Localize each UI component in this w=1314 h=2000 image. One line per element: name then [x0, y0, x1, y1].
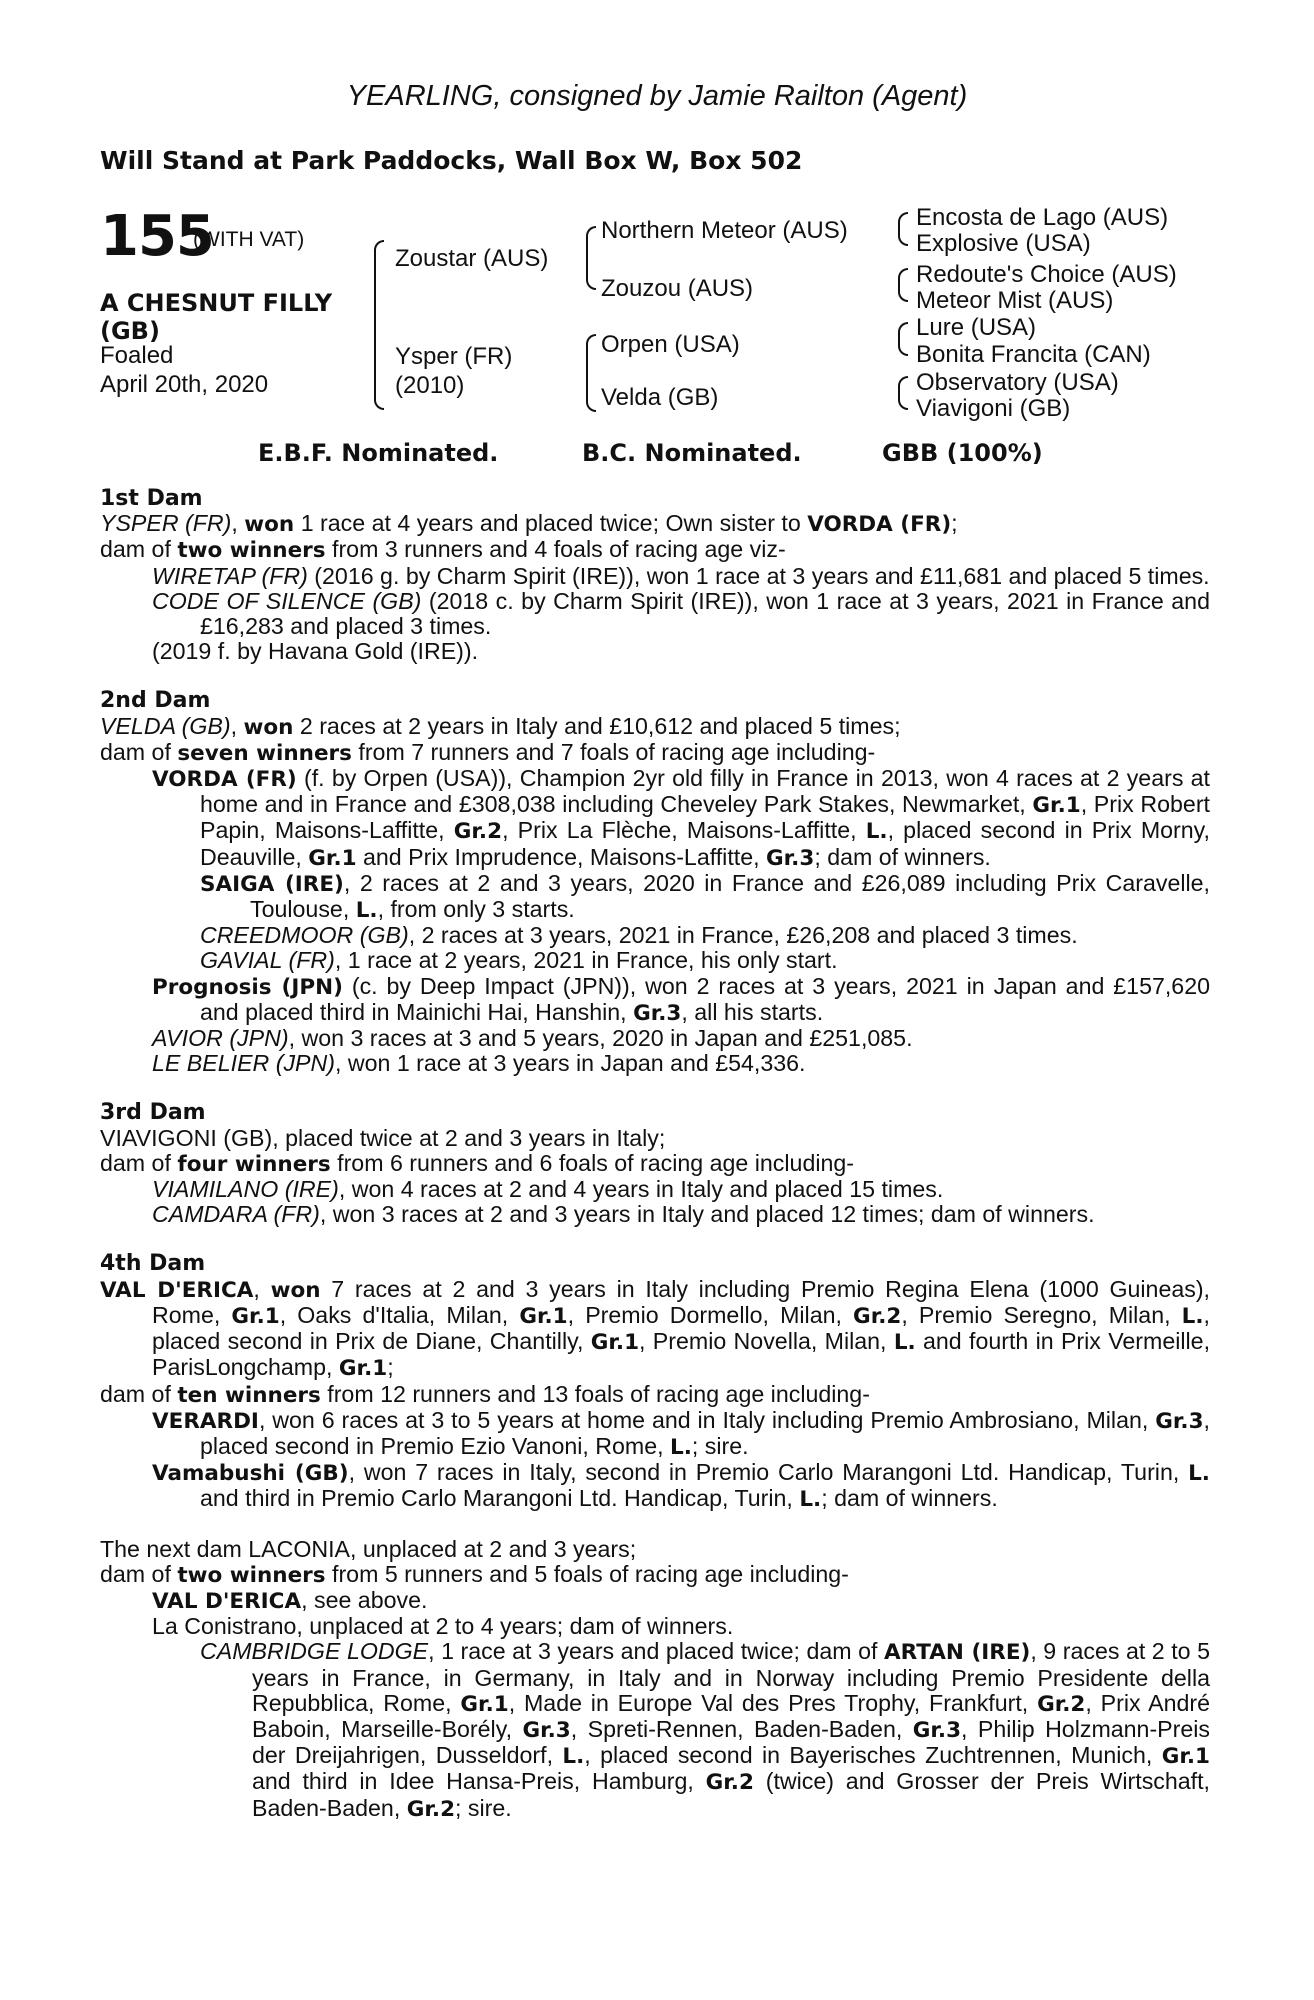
- progeny-entry: VIAMILANO (IRE), won 4 races at 2 and 4 years in Italy and placed 15 times.: [152, 1176, 944, 1203]
- vat-note: (WITH VAT): [193, 228, 305, 251]
- bc-nomination: B.C. Nominated.: [582, 439, 802, 467]
- page-title: YEARLING, consigned by Jamie Railton (Agent): [346, 80, 968, 112]
- gbb-rating: GBB (100%): [882, 439, 1043, 467]
- dam-record: The next dam LACONIA, unplaced at 2 and 3 years;: [100, 1535, 637, 1562]
- section-heading: 2nd Dam: [100, 688, 211, 714]
- progeny-entry: LE BELIER (JPN), won 1 race at 3 years in Japan and £54,336.: [152, 1050, 806, 1077]
- pedigree-brace: [898, 322, 908, 356]
- dam-produce: dam of two winners from 5 runners and 5 foals of racing age including-: [100, 1560, 849, 1588]
- pedigree-brace: [898, 212, 908, 246]
- horse-line-1: A CHESNUT FILLY: [100, 289, 333, 317]
- progeny-entry: Vamabushi (GB), won 7 races in Italy, second in Premio Carlo Marangoni Ltd. Handicap, Turin, L. and third in Premio Carlo Marangoni Ltd. Handicap, Turin, L.; dam of winners.: [152, 1459, 1210, 1513]
- section-heading: 3rd Dam: [100, 1100, 206, 1126]
- progeny-entry: Prognosis (JPN) (c. by Deep Impact (JPN)), won 2 races at 3 years, 2021 in Japan and £157,620 and placed third in Mainichi Hai, Hanshin, Gr.3, all his starts.: [152, 972, 1210, 1026]
- progeny-entry: CREEDMOOR (GB), 2 races at 3 years, 2021 in France, £26,208 and placed 3 times.: [200, 922, 1078, 949]
- pedigree-brace: [898, 376, 908, 410]
- progeny-entry: La Conistrano, unplaced at 2 to 4 years; dam of winners.: [152, 1613, 734, 1640]
- progeny-entry: GAVIAL (FR), 1 race at 2 years, 2021 in France, his only start.: [200, 947, 838, 974]
- dam-produce: dam of ten winners from 12 runners and 13 foals of racing age including-: [100, 1380, 870, 1408]
- progeny-entry: WIRETAP (FR) (2016 g. by Charm Spirit (IRE)), won 1 race at 3 years and £11,681 and placed 5 times.: [152, 562, 1210, 589]
- pedigree-g1: Encosta de Lago (AUS): [916, 204, 1169, 231]
- dam-produce: dam of seven winners from 7 runners and 7 foals of racing age including-: [100, 738, 876, 766]
- section-heading: 1st Dam: [100, 486, 203, 511]
- pedigree-sire-sire: Northern Meteor (AUS): [601, 217, 848, 244]
- foaled-date: April 20th, 2020: [100, 371, 269, 398]
- ebf-nomination: E.B.F. Nominated.: [258, 439, 499, 467]
- foaled-info: [100, 341, 268, 399]
- pedigree-sire: Zoustar (AUS): [395, 245, 549, 272]
- pedigree-g2: Explosive (USA): [916, 230, 1091, 257]
- pedigree-brace: [586, 226, 596, 290]
- stand-location: Will Stand at Park Paddocks, Wall Box W, Box 502: [100, 146, 803, 175]
- horse-line-2: (GB): [100, 317, 160, 345]
- dam-produce: dam of four winners from 6 runners and 6 foals of racing age including-: [100, 1149, 855, 1177]
- progeny-entry: CAMDARA (FR), won 3 races at 2 and 3 years in Italy and placed 12 times; dam of winners.: [152, 1201, 1095, 1228]
- dam-record: VIAVIGONI (GB), placed twice at 2 and 3 years in Italy;: [100, 1124, 666, 1151]
- progeny-entry: AVIOR (JPN), won 3 races at 3 and 5 years, 2020 in Japan and £251,085.: [152, 1025, 913, 1052]
- progeny-entry: SAIGA (IRE), 2 races at 2 and 3 years, 2020 in France and £26,089 including Prix Caravelle, Toulouse, L., from only 3 starts.: [200, 869, 1210, 924]
- pedigree-dam-year: (2010): [395, 372, 465, 399]
- dam-record: YSPER (FR), won 1 race at 4 years and placed twice; Own sister to VORDA (FR);: [100, 510, 958, 538]
- pedigree-brace: [898, 268, 908, 302]
- pedigree-g5: Lure (USA): [916, 314, 1037, 341]
- pedigree-g7: Observatory (USA): [916, 369, 1119, 396]
- progeny-entry: VAL D'ERICA, see above.: [152, 1586, 428, 1614]
- pedigree-brace: [586, 334, 596, 412]
- pedigree-g3: Redoute's Choice (AUS): [916, 261, 1177, 288]
- pedigree-dam-dam: Velda (GB): [601, 384, 719, 411]
- pedigree-g4: Meteor Mist (AUS): [916, 287, 1114, 314]
- dam-produce: dam of two winners from 3 runners and 4 foals of racing age viz-: [100, 536, 786, 564]
- horse-description: [100, 289, 332, 345]
- foaled-label: Foaled: [100, 342, 174, 369]
- lot-number: 155: [100, 204, 214, 269]
- pedigree-sire-dam: Zouzou (AUS): [601, 275, 754, 302]
- progeny-entry: (2019 f. by Havana Gold (IRE)).: [152, 638, 479, 665]
- pedigree-dam-sire: Orpen (USA): [601, 331, 740, 358]
- progeny-entry: VERARDI, won 6 races at 3 to 5 years at home and in Italy including Premio Ambrosiano, Milan, Gr.3, placed second in Premio Ezio Vanoni, Rome, L.; sire.: [152, 1406, 1210, 1460]
- progeny-entry: VORDA (FR) (f. by Orpen (USA)), Champion 2yr old filly in France in 2013, won 4 races at 2 years at home and in France and £308,038 including Cheveley Park Stakes, Newmarket, Gr.1, Prix Robert Papin, Maisons-Laffitte, Gr.2, Prix La Flèche, Maisons-Laffitte, L., placed second in Prix Morny, Deauville, Gr.1 and Prix Imprudence, Maisons-Laffitte, Gr.3; dam of winners.: [152, 765, 1210, 871]
- catalogue-body: [100, 486, 1210, 1822]
- dam-record: VAL D'ERICA, won 7 races at 2 and 3 years in Italy including Premio Regina Elena (1000 Guineas), Rome, Gr.1, Oaks d'Italia, Milan, Gr.1, Premio Dormello, Milan, Gr.2, Premio Seregno, Milan, L., placed second in Prix de Diane, Chantilly, Gr.1, Premio Novella, Milan, L. and fourth in Prix Vermeille, ParisLongchamp, Gr.1;: [100, 1275, 1211, 1382]
- section-heading: 4th Dam: [100, 1251, 206, 1277]
- pedigree-g6: Bonita Francita (CAN): [916, 341, 1151, 368]
- progeny-entry: CODE OF SILENCE (GB) (2018 c. by Charm Spirit (IRE)), won 1 race at 3 years, 2021 in France and £16,283 and placed 3 times.: [152, 587, 1210, 640]
- pedigree-g8: Viavigoni (GB): [916, 395, 1071, 422]
- progeny-entry: CAMBRIDGE LODGE, 1 race at 3 years and placed twice; dam of ARTAN (IRE), 9 races at 2 to 5 years in France, in Germany, in Italy and in Norway including Premio Presidente della Repubblica, Rome, Gr.1, Made in Europe Val des Pres Trophy, Frankfurt, Gr.2, Prix André Baboin, Marseille-Borély, Gr.3, Spreti-Rennen, Baden-Baden, Gr.3, Philip Holzmann-Preis der Dreijahrigen, Dusseldorf, L., placed second in Bayerisches Zuchtrennen, Munich, Gr.1 and third in Idee Hansa-Preis, Hamburg, Gr.2 (twice) and Grosser der Preis Wirtschaft, Baden-Baden, Gr.2; sire.: [200, 1638, 1211, 1822]
- pedigree-brace: [374, 240, 384, 410]
- dam-record: VELDA (GB), won 2 races at 2 years in Italy and £10,612 and placed 5 times;: [100, 712, 901, 740]
- pedigree-dam: Ysper (FR): [395, 343, 513, 370]
